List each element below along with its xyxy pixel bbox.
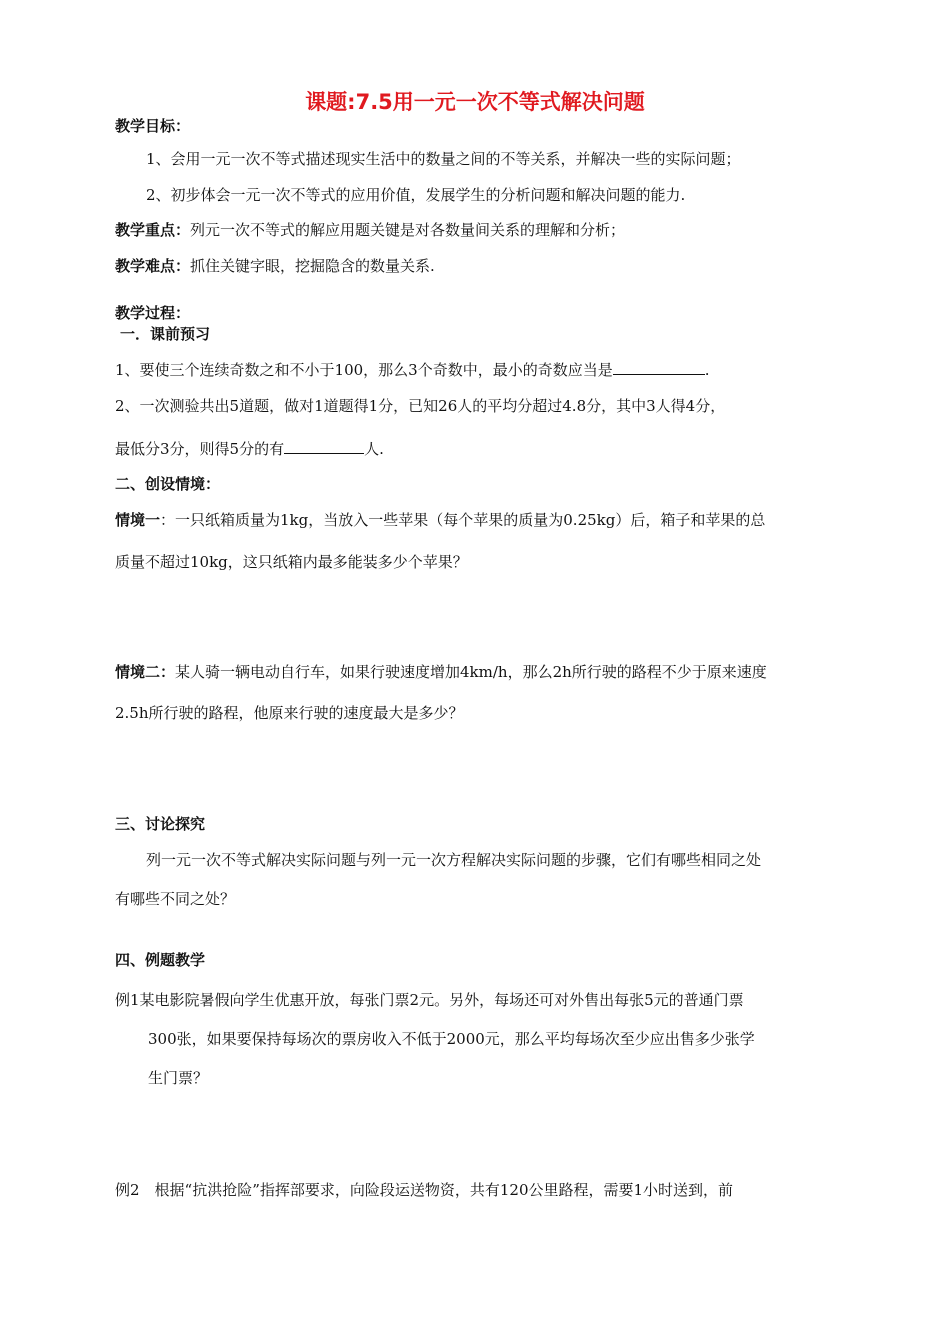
objective-item-1: 1、会用一元一次不等式描述现实生活中的数量之间的不等关系，并解决一些的实际问题； (146, 150, 741, 168)
example-1-line-2: 300张，如果要保持每场次的票房收入不低于2000元，那么平均每场次至少应出售多少张学 (148, 1030, 755, 1048)
scenario-1-line-2: 质量不超过10kg，这只纸箱内最多能装多少个苹果？ (115, 553, 468, 571)
scenario-1-label: 情境一 (115, 511, 161, 529)
answer-blank-1[interactable] (613, 360, 705, 375)
scenario-2-line-1 (115, 662, 767, 682)
scenario-2-label: 情境二： (115, 663, 176, 681)
scenario-2-text: 某人骑一辆电动自行车，如果行驶速度增加4km/h，那么2h所行驶的路程不少于原来速度 (175, 663, 767, 681)
page-title: 课题:7.5用一元一次不等式解决问题 (305, 90, 645, 114)
section4-heading: 四、例题教学 (115, 951, 206, 969)
key-point-text: 列元一次不等式的解应用题关键是对各数量间关系的理解和分析； (190, 221, 626, 239)
key-point (115, 220, 625, 240)
discussion-line-2: 有哪些不同之处？ (115, 890, 236, 908)
scenario-1-line-1 (115, 510, 765, 530)
section3-heading: 三、讨论探究 (115, 815, 206, 833)
key-point-label: 教学重点： (115, 221, 191, 239)
question-1-end: . (704, 361, 710, 379)
example-1-line-1: 例1某电影院暑假向学生优惠开放，每张门票2元。另外，每场还可对外售出每张5元的普通门票 (115, 991, 744, 1009)
question-2-line-1: 2、一次测验共出5道题，做对1道题得1分，已知26人的平均分超过4.8分，其中3人得4分， (115, 397, 726, 415)
section2-heading: 二、创设情境： (115, 475, 221, 493)
discussion-line-1: 列一元一次不等式解决实际问题与列一元一次方程解决实际问题的步骤，它们有哪些相同之处 (146, 851, 762, 869)
difficulty-label: 教学难点： (115, 257, 191, 275)
objective-item-2: 2、初步体会一元一次不等式的应用价值，发展学生的分析问题和解决问题的能力. (146, 186, 686, 204)
question-2-end: 人. (364, 440, 384, 458)
question-2-text: 最低分3分，则得5分的有 (115, 440, 285, 458)
question-2-line-2 (115, 439, 384, 459)
example-2-line-1: 例2 根据“抗洪抢险”指挥部要求，向险段运送物资，共有120公里路程，需要1小时送到，前 (115, 1181, 734, 1199)
example-1-line-3: 生门票？ (148, 1069, 209, 1087)
objectives-heading: 教学目标： (115, 117, 191, 135)
section1-heading: 一．课前预习 (120, 325, 211, 343)
question-1-text: 1、要使三个连续奇数之和不小于100，那么3个奇数中，最小的奇数应当是 (115, 361, 613, 379)
scenario-2-line-2: 2.5h所行驶的路程，他原来行驶的速度最大是多少？ (115, 704, 464, 722)
answer-blank-2[interactable] (284, 439, 364, 454)
scenario-1-text: ：一只纸箱质量为1kg，当放入一些苹果（每个苹果的质量为0.25kg）后，箱子和苹果的总 (160, 511, 766, 529)
difficulty (115, 256, 435, 276)
difficulty-text: 抓住关键字眼，挖掘隐含的数量关系. (190, 257, 435, 275)
process-heading: 教学过程： (115, 304, 191, 322)
question-1 (115, 360, 710, 380)
